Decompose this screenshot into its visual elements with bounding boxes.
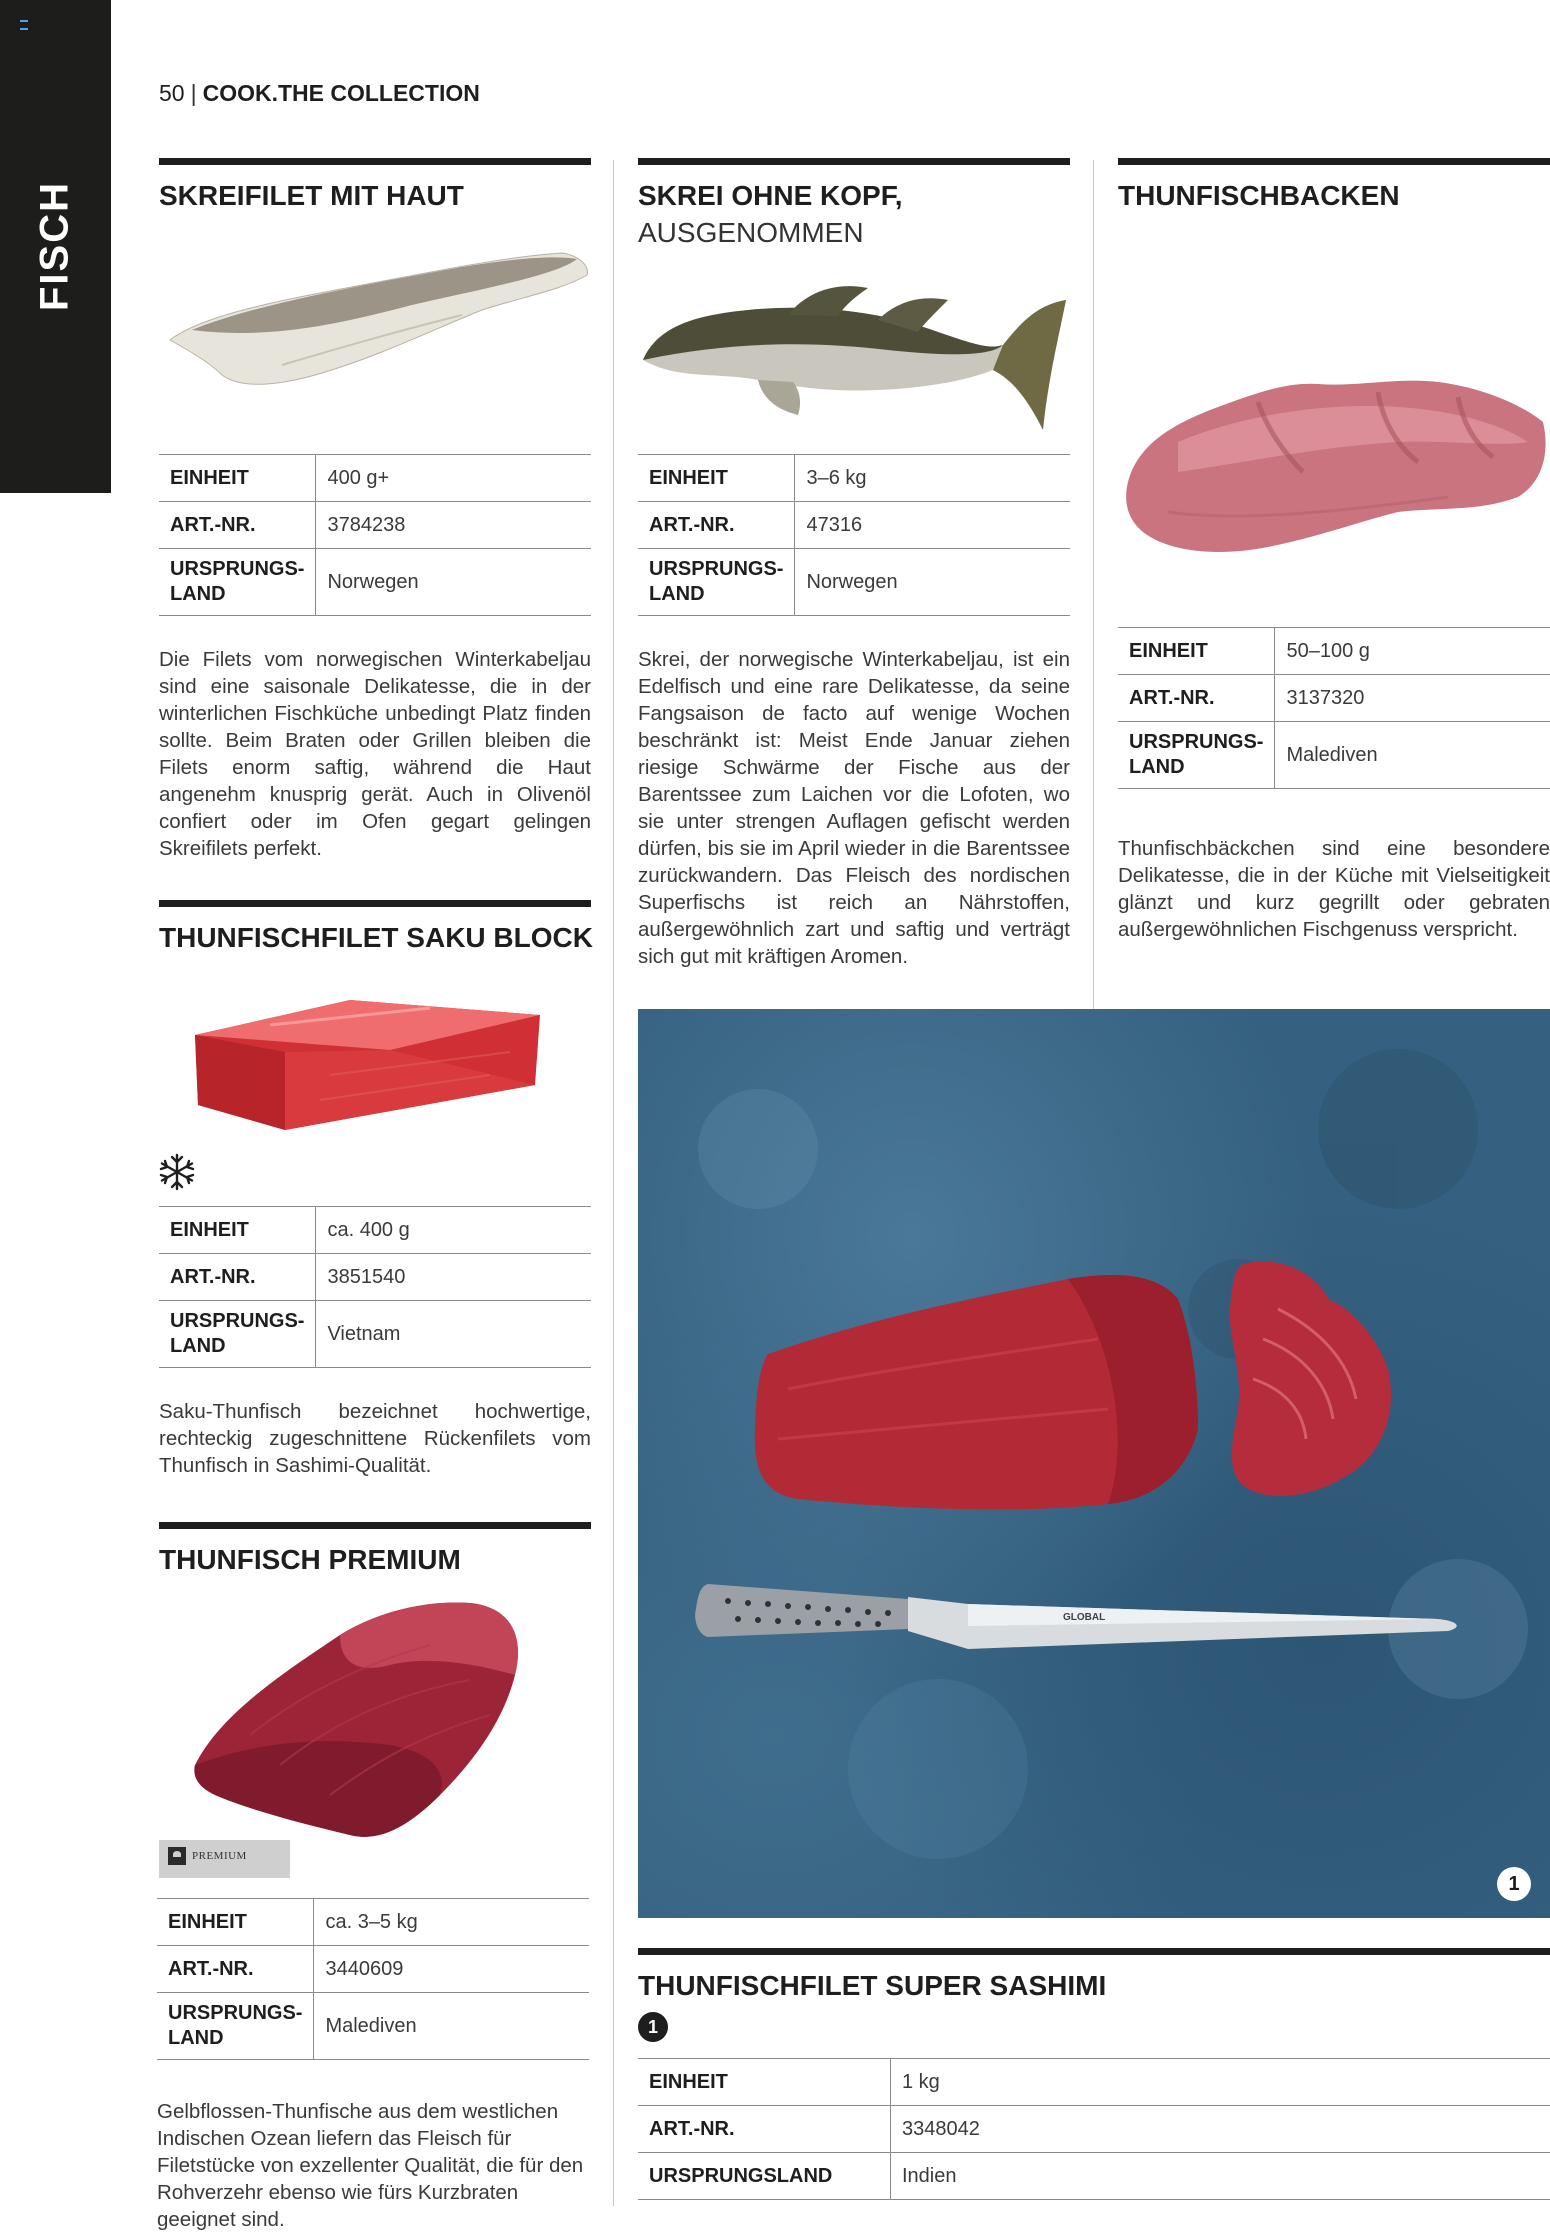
spec-table (159, 454, 591, 616)
spec-value: ca. 400 g (316, 1207, 591, 1254)
spec-key: EINHEIT (1118, 628, 1275, 675)
product-title: SKREIFILET MIT HAUT (159, 178, 464, 214)
spec-key: URSPRUNGSLAND (638, 2153, 891, 2200)
section-rule (638, 158, 1070, 165)
section-rule (159, 900, 591, 907)
spec-value: ca. 3–5 kg (314, 1899, 589, 1946)
tuna-knife-photo (638, 1009, 1550, 1918)
product-description: Skrei, der norwegische Winterkabeljau, ist ein Edelfisch und eine rare Delikatesse, da seine Fangsaison de facto auf wenige Wochen beschränkt ist: Meist Ende Januar ziehen riesige Schwärme der Fische aus der Barentssee zum Laichen vor die Lofoten, wo sie unter strengen Auflagen gefischt werden dürfen, bis sie im April wieder in die Barentssee zurückwandern. Das Fleisch des nordischen Superfischs ist reich an Nährstoffen, außergewöhnlich zart und saftig und verträgt sich gut mit kräftigen Aromen. (638, 646, 1070, 970)
spec-value: Malediven (1275, 722, 1550, 789)
product-title: THUNFISCHFILET SAKU BLOCK (159, 920, 593, 956)
product-subtitle: AUSGENOMMEN (638, 215, 864, 251)
section-rule (159, 158, 591, 165)
column-divider (613, 160, 614, 2206)
column-divider (1093, 160, 1094, 1010)
spec-table (157, 1898, 589, 2060)
product-description: Saku-Thunfisch bezeichnet hochwertige, rechteckig zugeschnittene Rückenfilets vom Thunfisch in Sashimi-Qualität. (159, 1398, 591, 1479)
product-title: SKREI OHNE KOPF, (638, 178, 902, 214)
spec-value: 47316 (795, 502, 1070, 549)
product-ref-badge: 1 (638, 2012, 668, 2042)
photo-ref-badge: 1 (1497, 1867, 1531, 1901)
spec-value: 3137320 (1275, 675, 1550, 722)
product-title: THUNFISCH PREMIUM (159, 1542, 461, 1578)
spec-value: 3–6 kg (795, 455, 1070, 502)
spec-key: ART.-NR. (157, 1946, 314, 1993)
spec-value: Indien (891, 2153, 1550, 2200)
section-rule (159, 1522, 591, 1529)
menu-icon (20, 20, 28, 30)
spec-key: URSPRUNGS- LAND (1118, 722, 1275, 789)
spec-table (1118, 627, 1550, 789)
spec-key: ART.-NR. (159, 502, 316, 549)
spec-value: 3851540 (316, 1254, 591, 1301)
spec-value: 3348042 (891, 2106, 1550, 2153)
spec-value: Malediven (314, 1993, 589, 2060)
premium-badge (159, 1840, 290, 1878)
spec-key: EINHEIT (159, 455, 316, 502)
page-header: 50 | COOK.THE COLLECTION (159, 80, 480, 107)
spec-key: URSPRUNGS- LAND (159, 1301, 316, 1368)
spec-key: EINHEIT (159, 1207, 316, 1254)
snowflake-icon (158, 1153, 196, 1191)
cloche-icon (168, 1847, 186, 1865)
spec-value: Norwegen (316, 549, 591, 616)
product-description: Thunfischbäckchen sind eine besondere Delikatesse, die in der Küche mit Vielseitigkeit glänzt und kurz gegrillt oder gebraten außergewöhnlichen Fischgenuss verspricht. (1118, 835, 1550, 943)
spec-value: 3784238 (316, 502, 591, 549)
spec-value: 3440609 (314, 1946, 589, 1993)
thunfisch-premium-image (190, 1595, 530, 1845)
spec-table (159, 1206, 591, 1368)
product-description: Die Filets vom norwegischen Winterkabeljau sind eine saisonale Delikatesse, die in der winterlichen Fischküche unbedingt Platz finden sollte. Beim Braten oder Grillen bleiben die Filets enorm saftig, während die Haut angenehm knusprig gerät. Auch in Olivenöl confiert oder im Ofen gegart gelingen Skreifilets perfekt. (159, 646, 591, 862)
spec-key: URSPRUNGS- LAND (159, 549, 316, 616)
knife-brand-label: GLOBAL (1063, 1612, 1105, 1623)
spec-key: URSPRUNGS- LAND (638, 549, 795, 616)
spec-key: EINHEIT (638, 2059, 891, 2106)
spec-key: EINHEIT (638, 455, 795, 502)
section-rule (1118, 158, 1550, 165)
spec-value: Norwegen (795, 549, 1070, 616)
premium-badge-label: PREMIUM (192, 1850, 247, 1862)
skreifilet-image (162, 245, 592, 395)
section-rule (638, 1948, 1550, 1955)
spec-value: 1 kg (891, 2059, 1550, 2106)
spec-value: 50–100 g (1275, 628, 1550, 675)
spec-key: EINHEIT (157, 1899, 314, 1946)
collection-title: COOK.THE COLLECTION (203, 80, 480, 106)
spec-value: Vietnam (316, 1301, 591, 1368)
spec-table (638, 454, 1070, 616)
product-title: THUNFISCHBACKEN (1118, 178, 1400, 214)
skrei-image (638, 270, 1070, 435)
section-tab-label: FISCH (33, 181, 78, 311)
spec-key: ART.-NR. (638, 2106, 891, 2153)
spec-key: ART.-NR. (159, 1254, 316, 1301)
spec-key: ART.-NR. (1118, 675, 1275, 722)
spec-table (638, 2058, 1550, 2200)
spec-value: 400 g+ (316, 455, 591, 502)
spec-key: URSPRUNGS- LAND (157, 1993, 314, 2060)
saku-block-image (190, 980, 550, 1145)
product-description: Gelbflossen-Thunfische aus dem westlichen Indischen Ozean liefern das Fleisch für Filetstücke von exzellenter Qualität, die für den Rohverzehr ebenso wie fürs Kurzbraten geeignet sind. (157, 2098, 589, 2233)
page-number: 50 (159, 80, 185, 106)
thunfischbacken-image (1118, 362, 1550, 582)
spec-key: ART.-NR. (638, 502, 795, 549)
product-title: THUNFISCHFILET SUPER SASHIMI (638, 1968, 1106, 2004)
section-tab (0, 0, 111, 493)
